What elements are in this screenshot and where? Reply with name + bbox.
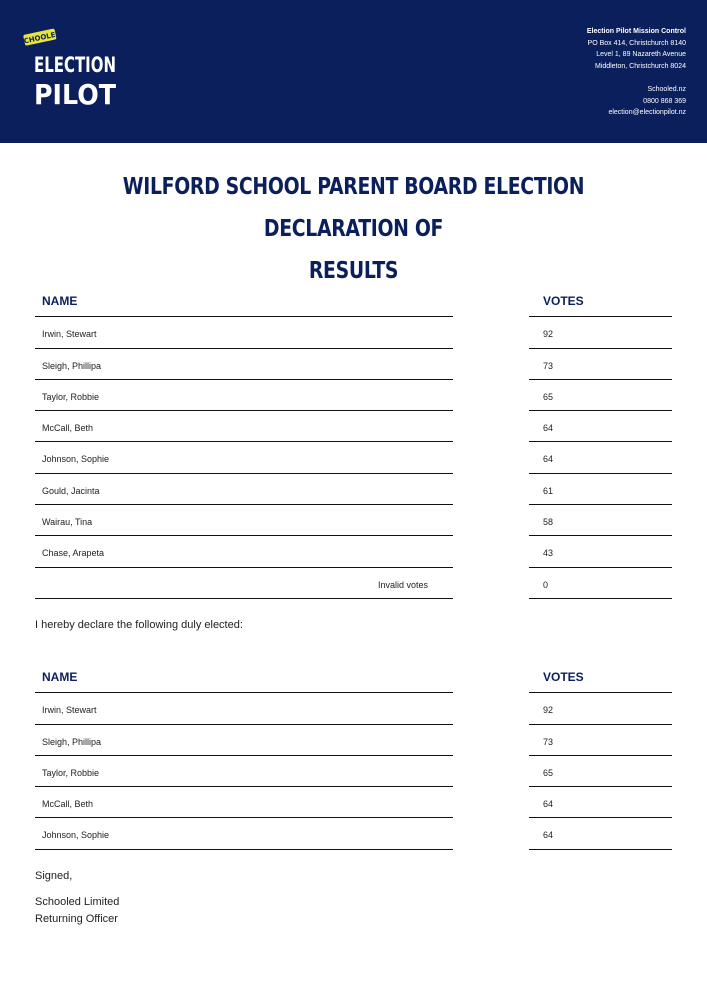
table-row [35, 317, 672, 348]
election-pilot-logo [18, 24, 122, 120]
table-row [35, 505, 672, 536]
table-row [35, 725, 672, 756]
table-row [35, 756, 672, 787]
title-line-1: WILFORD SCHOOL PARENT BOARD ELECTION DECLARATION OF [122, 174, 585, 242]
elected-header-row [35, 662, 672, 693]
votes-column-header: VOTES [529, 662, 672, 693]
page-title [96, 166, 610, 292]
website: Schooled.nz [647, 85, 686, 93]
candidate-name: Sleigh, Phillipa [35, 349, 453, 380]
invalid-votes-row [35, 568, 672, 599]
elected-name: Johnson, Sophie [35, 818, 453, 849]
org-name: Election Pilot Mission Control [586, 28, 686, 35]
candidate-votes: 92 [529, 317, 672, 348]
table-row [35, 818, 672, 849]
candidate-name: Johnson, Sophie [35, 442, 453, 473]
elected-votes: 92 [529, 693, 672, 724]
results-table [35, 286, 672, 599]
candidate-name: Gould, Jacinta [35, 474, 453, 505]
candidate-name: Irwin, Stewart [35, 317, 453, 348]
declaration-statement: I hereby declare the following duly elected: [35, 619, 243, 631]
elected-votes: 64 [529, 787, 672, 818]
elected-name: McCall, Beth [35, 787, 453, 818]
table-row [35, 787, 672, 818]
name-column-header: NAME [35, 662, 453, 693]
candidate-name: McCall, Beth [35, 411, 453, 442]
votes-column-header: VOTES [529, 286, 672, 317]
elected-table [35, 662, 672, 850]
table-row [35, 693, 672, 724]
signed-label: Signed, [35, 870, 73, 882]
address-line-2: Level 1, 89 Nazareth Avenue [596, 51, 686, 59]
elected-votes: 64 [529, 818, 672, 849]
name-column-header: NAME [35, 286, 453, 317]
logo-pilot-text: PILOT [34, 78, 116, 111]
candidate-votes: 61 [529, 474, 672, 505]
signer-company: Schooled Limited [35, 896, 120, 908]
candidate-name: Wairau, Tina [35, 505, 453, 536]
candidate-name: Taylor, Robbie [35, 380, 453, 411]
table-row [35, 536, 672, 567]
elected-votes: 65 [529, 756, 672, 787]
table-row [35, 349, 672, 380]
candidate-votes: 65 [529, 380, 672, 411]
logo-election-text: ELECTION [34, 53, 116, 77]
invalid-votes-label: Invalid votes [35, 568, 453, 599]
address-line-1: PO Box 414, Christchurch 8140 [587, 39, 686, 47]
table-row [35, 380, 672, 411]
candidate-name: Chase, Arapeta [35, 536, 453, 567]
table-row [35, 411, 672, 442]
candidate-votes: 43 [529, 536, 672, 567]
table-row [35, 442, 672, 473]
candidate-votes: 58 [529, 505, 672, 536]
contact-block [587, 26, 686, 119]
candidate-votes: 73 [529, 349, 672, 380]
phone: 0800 868 369 [643, 97, 686, 105]
candidate-votes: 64 [529, 411, 672, 442]
logo-schooled-text: SCHOOLED [18, 29, 62, 47]
candidate-votes: 64 [529, 442, 672, 473]
elected-name: Sleigh, Phillipa [35, 725, 453, 756]
title-line-2: RESULTS [308, 258, 399, 284]
letterhead-banner [0, 0, 707, 143]
elected-name: Irwin, Stewart [35, 693, 453, 724]
elected-name: Taylor, Robbie [35, 756, 453, 787]
invalid-votes-count: 0 [529, 568, 672, 599]
results-header-row [35, 286, 672, 317]
signer-role: Returning Officer [35, 913, 118, 925]
address-line-3: Middleton, Christchurch 8024 [594, 62, 686, 70]
elected-votes: 73 [529, 725, 672, 756]
table-row [35, 474, 672, 505]
email: election@electionpilot.nz [608, 109, 686, 117]
